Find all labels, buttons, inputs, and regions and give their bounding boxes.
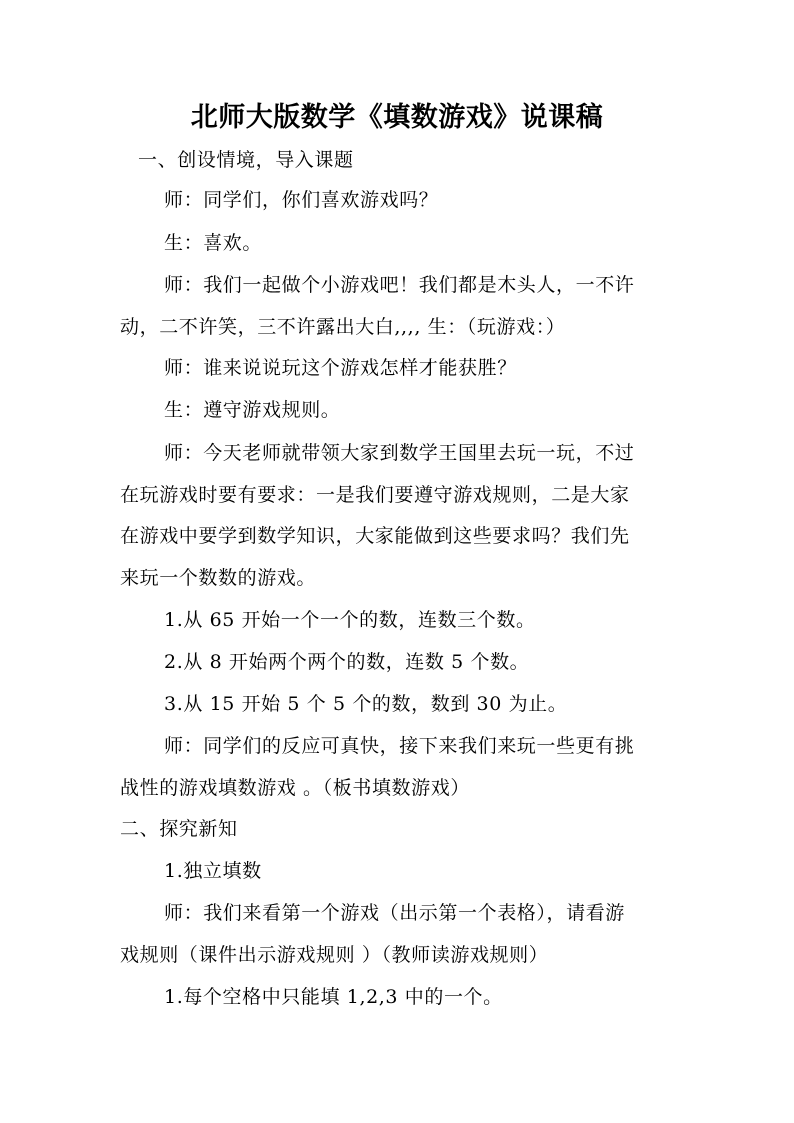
list-item: 2.从 8 开始两个两个的数，连数 5 个数。 (164, 651, 530, 673)
paragraph-line: 生：喜欢。 (164, 232, 263, 254)
paragraph-line: 师：同学们的反应可真快，接下来我们来玩一些更有挑 (164, 735, 635, 757)
paragraph-line: 在游戏中要学到数学知识，大家能做到这些要求吗？我们先 (120, 525, 630, 547)
document-title: 北师大版数学《填数游戏》说课稿 (190, 102, 604, 133)
paragraph-line: 师：我们一起做个小游戏吧！我们都是木头人，一不许 (164, 274, 635, 296)
section-heading-1: 一、创设情境，导入课题 (138, 149, 354, 171)
paragraph-line: 在玩游戏时要有要求：一是我们要遵守游戏规则，二是大家 (120, 484, 630, 506)
paragraph-line: 战性的游戏填数游戏 。（板书填数游戏） (120, 777, 470, 799)
subsection-heading: 1.独立填数 (164, 860, 262, 882)
paragraph-line: 师：同学们，你们喜欢游戏吗？ (164, 189, 439, 211)
list-item: 3.从 15 开始 5 个 5 个的数，数到 30 为止。 (164, 693, 568, 715)
paragraph-line: 师：谁来说说玩这个游戏怎样才能获胜？ (164, 357, 517, 379)
list-item: 1.每个空格中只能填 1,2,3 中的一个。 (164, 986, 503, 1008)
paragraph-line: 来玩一个数数的游戏。 (120, 567, 317, 589)
paragraph-line: 戏规则（课件出示游戏规则 ）（教师读游戏规则） (120, 944, 549, 966)
paragraph-line: 师：我们来看第一个游戏（出示第一个表格），请看游 (164, 902, 625, 924)
paragraph-line: 师：今天老师就带领大家到数学王国里去玩一玩，不过 (164, 442, 635, 464)
section-heading-2: 二、探究新知 (120, 818, 238, 840)
paragraph-line: 动，二不许笑，三不许露出大白,,,, 生：（玩游戏：） (120, 316, 566, 338)
paragraph-line: 生：遵守游戏规则。 (164, 399, 341, 421)
list-item: 1.从 65 开始一个一个的数，连数三个数。 (164, 609, 536, 631)
